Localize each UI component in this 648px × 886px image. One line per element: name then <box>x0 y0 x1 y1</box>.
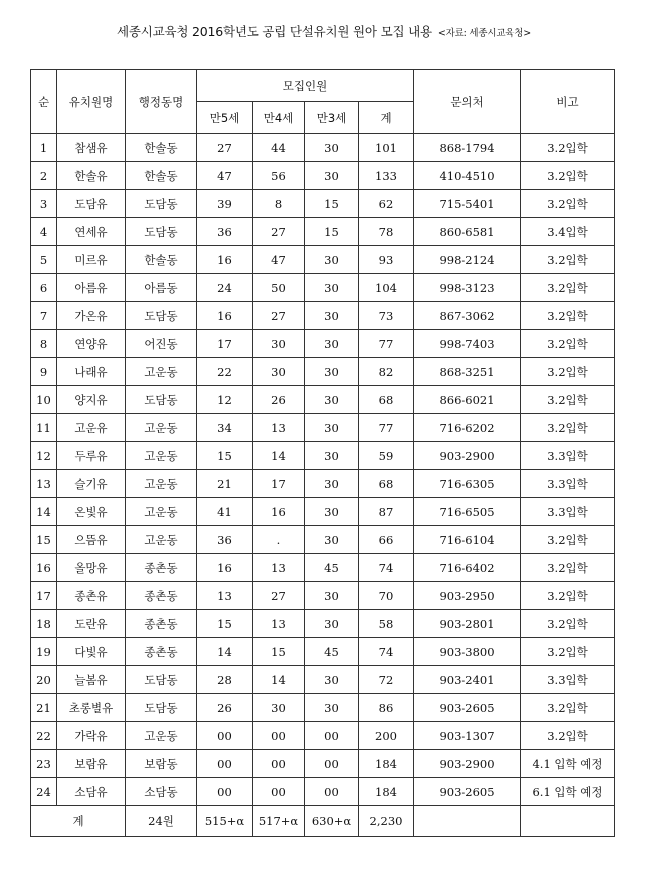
cell-no: 8 <box>31 330 57 358</box>
cell-sum: 184 <box>359 750 414 778</box>
cell-name: 미르유 <box>57 246 126 274</box>
cell-sum: 68 <box>359 386 414 414</box>
cell-age5: 21 <box>197 470 253 498</box>
cell-age4: 27 <box>253 218 305 246</box>
cell-age4: 00 <box>253 750 305 778</box>
table-row <box>31 722 615 750</box>
cell-age4: 30 <box>253 330 305 358</box>
title-text: 세종시교육청 2016학년도 공립 단설유치원 원아 모집 내용 <box>116 24 432 39</box>
cell-phone: 868-3251 <box>414 358 521 386</box>
total-age5: 515+α <box>197 806 253 837</box>
cell-age5: 16 <box>197 246 253 274</box>
cell-age4: 30 <box>253 694 305 722</box>
cell-name: 으뜸유 <box>57 526 126 554</box>
cell-dong: 소담동 <box>126 778 197 806</box>
cell-dong: 고운동 <box>126 722 197 750</box>
cell-sum: 70 <box>359 582 414 610</box>
table-row <box>31 246 615 274</box>
cell-age5: 00 <box>197 750 253 778</box>
cell-phone: 716-6402 <box>414 554 521 582</box>
cell-age4: . <box>253 526 305 554</box>
cell-age3: 30 <box>305 414 359 442</box>
cell-name: 두루유 <box>57 442 126 470</box>
cell-name: 참샘유 <box>57 134 126 162</box>
table-row <box>31 274 615 302</box>
cell-note: 3.2입학 <box>521 386 615 414</box>
cell-phone: 998-2124 <box>414 246 521 274</box>
cell-age3: 30 <box>305 358 359 386</box>
cell-name: 올망유 <box>57 554 126 582</box>
cell-dong: 도담동 <box>126 386 197 414</box>
cell-sum: 93 <box>359 246 414 274</box>
cell-no: 1 <box>31 134 57 162</box>
cell-note: 3.2입학 <box>521 246 615 274</box>
total-note <box>521 806 615 837</box>
cell-no: 5 <box>31 246 57 274</box>
cell-age3: 45 <box>305 638 359 666</box>
cell-name: 종촌유 <box>57 582 126 610</box>
cell-note: 3.2입학 <box>521 302 615 330</box>
cell-note: 3.2입학 <box>521 358 615 386</box>
document-title <box>0 22 648 40</box>
header-age4: 만4세 <box>253 102 305 134</box>
cell-age5: 47 <box>197 162 253 190</box>
cell-age3: 15 <box>305 190 359 218</box>
cell-dong: 보람동 <box>126 750 197 778</box>
cell-age4: 13 <box>253 554 305 582</box>
cell-phone: 716-6104 <box>414 526 521 554</box>
total-label: 계 <box>31 806 126 837</box>
cell-dong: 한솔동 <box>126 134 197 162</box>
cell-name: 가락유 <box>57 722 126 750</box>
cell-phone: 716-6505 <box>414 498 521 526</box>
cell-sum: 74 <box>359 638 414 666</box>
cell-no: 7 <box>31 302 57 330</box>
cell-age3: 30 <box>305 526 359 554</box>
cell-age3: 30 <box>305 582 359 610</box>
cell-note: 3.2입학 <box>521 722 615 750</box>
table-row <box>31 778 615 806</box>
cell-no: 2 <box>31 162 57 190</box>
cell-sum: 86 <box>359 694 414 722</box>
table-row <box>31 470 615 498</box>
cell-no: 6 <box>31 274 57 302</box>
table-row <box>31 526 615 554</box>
cell-note: 3.2입학 <box>521 134 615 162</box>
total-phone <box>414 806 521 837</box>
cell-age3: 30 <box>305 470 359 498</box>
cell-age4: 14 <box>253 442 305 470</box>
cell-dong: 도담동 <box>126 190 197 218</box>
cell-note: 4.1 입학 예정 <box>521 750 615 778</box>
cell-no: 24 <box>31 778 57 806</box>
cell-phone: 903-2401 <box>414 666 521 694</box>
cell-age3: 30 <box>305 274 359 302</box>
cell-name: 고운유 <box>57 414 126 442</box>
cell-age5: 17 <box>197 330 253 358</box>
cell-age5: 16 <box>197 554 253 582</box>
cell-age3: 30 <box>305 330 359 358</box>
cell-note: 3.3입학 <box>521 470 615 498</box>
cell-no: 21 <box>31 694 57 722</box>
cell-sum: 77 <box>359 414 414 442</box>
cell-age3: 30 <box>305 442 359 470</box>
cell-dong: 고운동 <box>126 442 197 470</box>
cell-age5: 26 <box>197 694 253 722</box>
cell-sum: 101 <box>359 134 414 162</box>
table-row <box>31 442 615 470</box>
cell-age4: 00 <box>253 778 305 806</box>
cell-age4: 27 <box>253 582 305 610</box>
cell-age4: 13 <box>253 610 305 638</box>
cell-dong: 어진동 <box>126 330 197 358</box>
cell-phone: 998-7403 <box>414 330 521 358</box>
cell-no: 4 <box>31 218 57 246</box>
cell-age4: 56 <box>253 162 305 190</box>
cell-dong: 도담동 <box>126 302 197 330</box>
cell-phone: 866-6021 <box>414 386 521 414</box>
cell-no: 11 <box>31 414 57 442</box>
cell-no: 13 <box>31 470 57 498</box>
header-row-1 <box>31 70 615 102</box>
cell-name: 가온유 <box>57 302 126 330</box>
cell-note: 3.2입학 <box>521 330 615 358</box>
cell-age5: 36 <box>197 218 253 246</box>
cell-age5: 41 <box>197 498 253 526</box>
cell-phone: 903-2950 <box>414 582 521 610</box>
cell-age5: 13 <box>197 582 253 610</box>
cell-phone: 716-6202 <box>414 414 521 442</box>
cell-sum: 58 <box>359 610 414 638</box>
cell-phone: 903-2605 <box>414 778 521 806</box>
table-row <box>31 498 615 526</box>
table-row <box>31 218 615 246</box>
cell-phone: 868-1794 <box>414 134 521 162</box>
cell-phone: 860-6581 <box>414 218 521 246</box>
cell-dong: 고운동 <box>126 414 197 442</box>
cell-sum: 73 <box>359 302 414 330</box>
cell-no: 22 <box>31 722 57 750</box>
cell-note: 3.4입학 <box>521 218 615 246</box>
cell-name: 연양유 <box>57 330 126 358</box>
total-age3: 630+α <box>305 806 359 837</box>
cell-dong: 한솔동 <box>126 162 197 190</box>
cell-age3: 00 <box>305 750 359 778</box>
cell-age5: 34 <box>197 414 253 442</box>
cell-note: 3.2입학 <box>521 274 615 302</box>
cell-dong: 고운동 <box>126 470 197 498</box>
total-row <box>31 806 615 837</box>
cell-phone: 998-3123 <box>414 274 521 302</box>
cell-no: 14 <box>31 498 57 526</box>
header-note: 비고 <box>521 70 615 134</box>
cell-note: 3.2입학 <box>521 162 615 190</box>
cell-phone: 716-6305 <box>414 470 521 498</box>
cell-note: 6.1 입학 예정 <box>521 778 615 806</box>
cell-name: 온빛유 <box>57 498 126 526</box>
cell-age4: 47 <box>253 246 305 274</box>
table-row <box>31 582 615 610</box>
cell-dong: 종촌동 <box>126 610 197 638</box>
cell-sum: 82 <box>359 358 414 386</box>
cell-sum: 200 <box>359 722 414 750</box>
cell-no: 9 <box>31 358 57 386</box>
cell-dong: 종촌동 <box>126 554 197 582</box>
table-row <box>31 610 615 638</box>
cell-name: 양지유 <box>57 386 126 414</box>
cell-dong: 종촌동 <box>126 638 197 666</box>
table-row <box>31 162 615 190</box>
cell-phone: 903-2900 <box>414 750 521 778</box>
cell-age4: 00 <box>253 722 305 750</box>
source-note: <자료: 세종시교육청> <box>437 28 532 39</box>
cell-name: 한솔유 <box>57 162 126 190</box>
cell-age4: 26 <box>253 386 305 414</box>
table-row <box>31 330 615 358</box>
cell-no: 20 <box>31 666 57 694</box>
cell-age4: 50 <box>253 274 305 302</box>
table-row <box>31 638 615 666</box>
cell-name: 슬기유 <box>57 470 126 498</box>
cell-name: 아름유 <box>57 274 126 302</box>
total-sum: 2,230 <box>359 806 414 837</box>
cell-no: 3 <box>31 190 57 218</box>
cell-age5: 22 <box>197 358 253 386</box>
cell-phone: 903-1307 <box>414 722 521 750</box>
cell-age3: 30 <box>305 302 359 330</box>
table-row <box>31 386 615 414</box>
table-row <box>31 190 615 218</box>
cell-phone: 410-4510 <box>414 162 521 190</box>
table-row <box>31 134 615 162</box>
cell-name: 도담유 <box>57 190 126 218</box>
cell-note: 3.2입학 <box>521 414 615 442</box>
cell-age5: 15 <box>197 442 253 470</box>
cell-age5: 39 <box>197 190 253 218</box>
table-row <box>31 358 615 386</box>
cell-sum: 77 <box>359 330 414 358</box>
cell-no: 17 <box>31 582 57 610</box>
cell-phone: 903-2605 <box>414 694 521 722</box>
cell-no: 15 <box>31 526 57 554</box>
table-row <box>31 694 615 722</box>
cell-phone: 715-5401 <box>414 190 521 218</box>
cell-age3: 15 <box>305 218 359 246</box>
cell-sum: 59 <box>359 442 414 470</box>
cell-age4: 13 <box>253 414 305 442</box>
cell-age5: 00 <box>197 778 253 806</box>
cell-name: 소담유 <box>57 778 126 806</box>
cell-sum: 66 <box>359 526 414 554</box>
cell-age5: 36 <box>197 526 253 554</box>
cell-note: 3.2입학 <box>521 638 615 666</box>
header-no: 순 <box>31 70 57 134</box>
cell-no: 18 <box>31 610 57 638</box>
cell-phone: 903-3800 <box>414 638 521 666</box>
cell-sum: 184 <box>359 778 414 806</box>
cell-sum: 87 <box>359 498 414 526</box>
cell-age4: 15 <box>253 638 305 666</box>
cell-dong: 고운동 <box>126 498 197 526</box>
cell-age5: 28 <box>197 666 253 694</box>
cell-age4: 44 <box>253 134 305 162</box>
cell-age3: 30 <box>305 694 359 722</box>
cell-sum: 72 <box>359 666 414 694</box>
cell-note: 3.2입학 <box>521 554 615 582</box>
cell-note: 3.2입학 <box>521 526 615 554</box>
cell-age3: 30 <box>305 498 359 526</box>
cell-note: 3.3입학 <box>521 498 615 526</box>
cell-age4: 17 <box>253 470 305 498</box>
header-recruit: 모집인원 <box>197 70 414 102</box>
cell-no: 16 <box>31 554 57 582</box>
cell-name: 다빛유 <box>57 638 126 666</box>
cell-dong: 도담동 <box>126 694 197 722</box>
cell-sum: 133 <box>359 162 414 190</box>
cell-name: 도란유 <box>57 610 126 638</box>
cell-age5: 00 <box>197 722 253 750</box>
cell-age3: 30 <box>305 666 359 694</box>
total-age4: 517+α <box>253 806 305 837</box>
cell-phone: 903-2801 <box>414 610 521 638</box>
cell-sum: 74 <box>359 554 414 582</box>
cell-note: 3.3입학 <box>521 666 615 694</box>
cell-phone: 903-2900 <box>414 442 521 470</box>
cell-sum: 104 <box>359 274 414 302</box>
cell-note: 3.3입학 <box>521 442 615 470</box>
table-row <box>31 302 615 330</box>
cell-name: 초롱별유 <box>57 694 126 722</box>
cell-dong: 종촌동 <box>126 582 197 610</box>
cell-age5: 12 <box>197 386 253 414</box>
cell-note: 3.2입학 <box>521 582 615 610</box>
cell-age4: 8 <box>253 190 305 218</box>
cell-dong: 도담동 <box>126 218 197 246</box>
cell-age3: 30 <box>305 386 359 414</box>
cell-no: 12 <box>31 442 57 470</box>
table-row <box>31 666 615 694</box>
cell-name: 늘봄유 <box>57 666 126 694</box>
cell-age5: 14 <box>197 638 253 666</box>
cell-sum: 68 <box>359 470 414 498</box>
cell-dong: 고운동 <box>126 526 197 554</box>
cell-age3: 30 <box>305 610 359 638</box>
cell-name: 보람유 <box>57 750 126 778</box>
cell-dong: 아름동 <box>126 274 197 302</box>
header-sum: 계 <box>359 102 414 134</box>
cell-note: 3.2입학 <box>521 610 615 638</box>
cell-age5: 16 <box>197 302 253 330</box>
cell-no: 19 <box>31 638 57 666</box>
cell-note: 3.2입학 <box>521 190 615 218</box>
total-count: 24원 <box>126 806 197 837</box>
cell-phone: 867-3062 <box>414 302 521 330</box>
header-age3: 만3세 <box>305 102 359 134</box>
cell-sum: 78 <box>359 218 414 246</box>
cell-dong: 한솔동 <box>126 246 197 274</box>
table-row <box>31 750 615 778</box>
cell-name: 연세유 <box>57 218 126 246</box>
header-age5: 만5세 <box>197 102 253 134</box>
cell-age4: 16 <box>253 498 305 526</box>
cell-note: 3.2입학 <box>521 694 615 722</box>
cell-age3: 30 <box>305 134 359 162</box>
cell-age3: 00 <box>305 722 359 750</box>
cell-no: 10 <box>31 386 57 414</box>
cell-sum: 62 <box>359 190 414 218</box>
header-name: 유치원명 <box>57 70 126 134</box>
cell-no: 23 <box>31 750 57 778</box>
cell-name: 나래유 <box>57 358 126 386</box>
cell-age5: 27 <box>197 134 253 162</box>
cell-age4: 27 <box>253 302 305 330</box>
cell-age5: 24 <box>197 274 253 302</box>
cell-dong: 도담동 <box>126 666 197 694</box>
recruitment-table <box>30 69 615 837</box>
cell-age3: 30 <box>305 246 359 274</box>
cell-age4: 14 <box>253 666 305 694</box>
cell-age3: 45 <box>305 554 359 582</box>
table-row <box>31 414 615 442</box>
header-phone: 문의처 <box>414 70 521 134</box>
cell-dong: 고운동 <box>126 358 197 386</box>
cell-age4: 30 <box>253 358 305 386</box>
header-dong: 행정동명 <box>126 70 197 134</box>
table-row <box>31 554 615 582</box>
cell-age3: 30 <box>305 162 359 190</box>
cell-age5: 15 <box>197 610 253 638</box>
cell-age3: 00 <box>305 778 359 806</box>
